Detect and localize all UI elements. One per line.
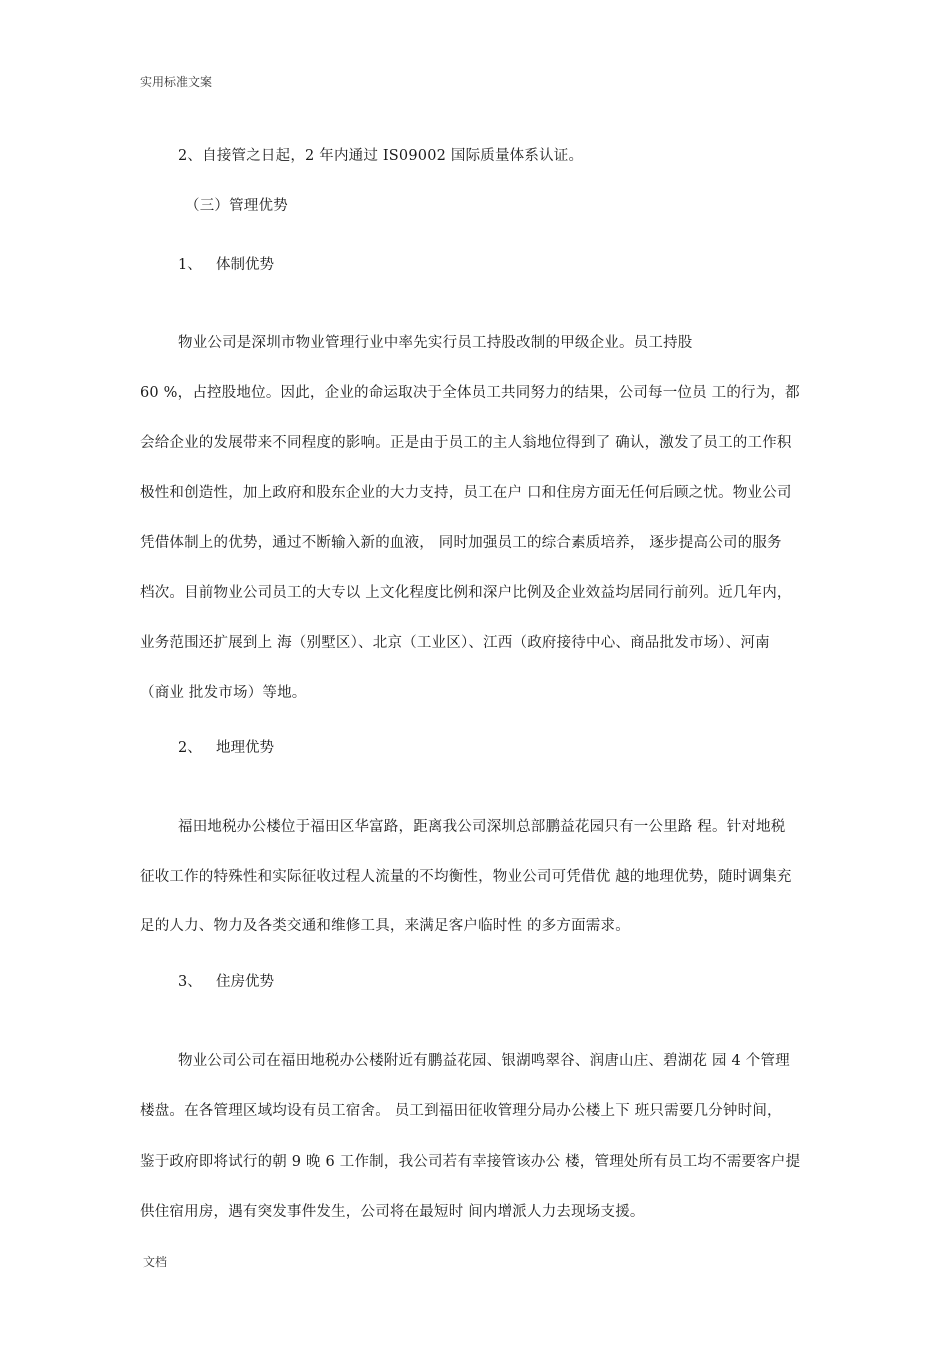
- heading-number: 1、: [178, 257, 202, 273]
- heading-number: 2、: [178, 740, 202, 756]
- item-iso-certification: 2、自接管之日起，2 年内通过 IS09002 国际质量体系认证。: [178, 148, 584, 164]
- paragraph-line: 凭借体制上的优势，通过不断输入新的血液， 同时加强员工的综合素质培养， 逐步提高公司的服务: [140, 535, 782, 551]
- paragraph-line: 极性和创造性，加上政府和股东企业的大力支持，员工在户 口和住房方面无任何后顾之忧。物业公司: [140, 485, 792, 501]
- heading-number: 3、: [178, 974, 202, 990]
- paragraph-line: 鉴于政府即将试行的朝 9 晚 6 工作制，我公司若有幸接管该办公 楼，管理处所有员工均不需要客户提: [140, 1154, 801, 1170]
- section-title: （三）管理优势: [185, 198, 288, 214]
- page-header: 实用标准文案: [140, 75, 213, 89]
- paragraph-line: （商业 批发市场）等地。: [140, 685, 307, 701]
- paragraph-line: 足的人力、物力及各类交通和维修工具，来满足客户临时性 的多方面需求。: [140, 918, 630, 934]
- heading-title: 住房优势: [216, 974, 274, 990]
- heading-institutional-advantage: [178, 253, 274, 274]
- paragraph-line: 供住宿用房，遇有突发事件发生，公司将在最短时 间内增派人力去现场支援。: [140, 1204, 645, 1220]
- paragraph-line: 楼盘。在各管理区域均设有员工宿舍。 员工到福田征收管理分局办公楼上下 班只需要几分钟时间，: [140, 1103, 782, 1119]
- page-footer: 文档: [143, 1255, 168, 1269]
- heading-title: 体制优势: [216, 257, 274, 273]
- heading-title: 地理优势: [216, 740, 274, 756]
- paragraph-line: 征收工作的特殊性和实际征收过程人流量的不均衡性，物业公司可凭借优 越的地理优势，随时调集充: [140, 869, 792, 885]
- paragraph-line: 物业公司是深圳市物业管理行业中率先实行员工持股改制的甲级企业。员工持股: [178, 335, 693, 351]
- paragraph-line: 60 %，占控股地位。因此，企业的命运取决于全体员工共同努力的结果，公司每一位员 工的行为，都: [140, 385, 800, 401]
- paragraph-line: 档次。目前物业公司员工的大专以 上文化程度比例和深户比例及企业效益均居同行前列。近几年内，: [140, 585, 792, 601]
- heading-geographic-advantage: [178, 736, 274, 757]
- paragraph-line: 会给企业的发展带来不同程度的影响。正是由于员工的主人翁地位得到了 确认，激发了员工的工作积: [140, 435, 792, 451]
- paragraph-line: 物业公司公司在福田地税办公楼附近有鹏益花园、银湖鸣翠谷、润唐山庄、碧湖花 园 4 个管理: [178, 1053, 790, 1069]
- heading-housing-advantage: [178, 970, 274, 991]
- paragraph-line: 福田地税办公楼位于福田区华富路，距离我公司深圳总部鹏益花园只有一公里路 程。针对地税: [178, 819, 786, 835]
- paragraph-line: 业务范围还扩展到上 海（别墅区）、北京（工业区）、江西（政府接待中心、商品批发市场）、河南: [140, 635, 770, 651]
